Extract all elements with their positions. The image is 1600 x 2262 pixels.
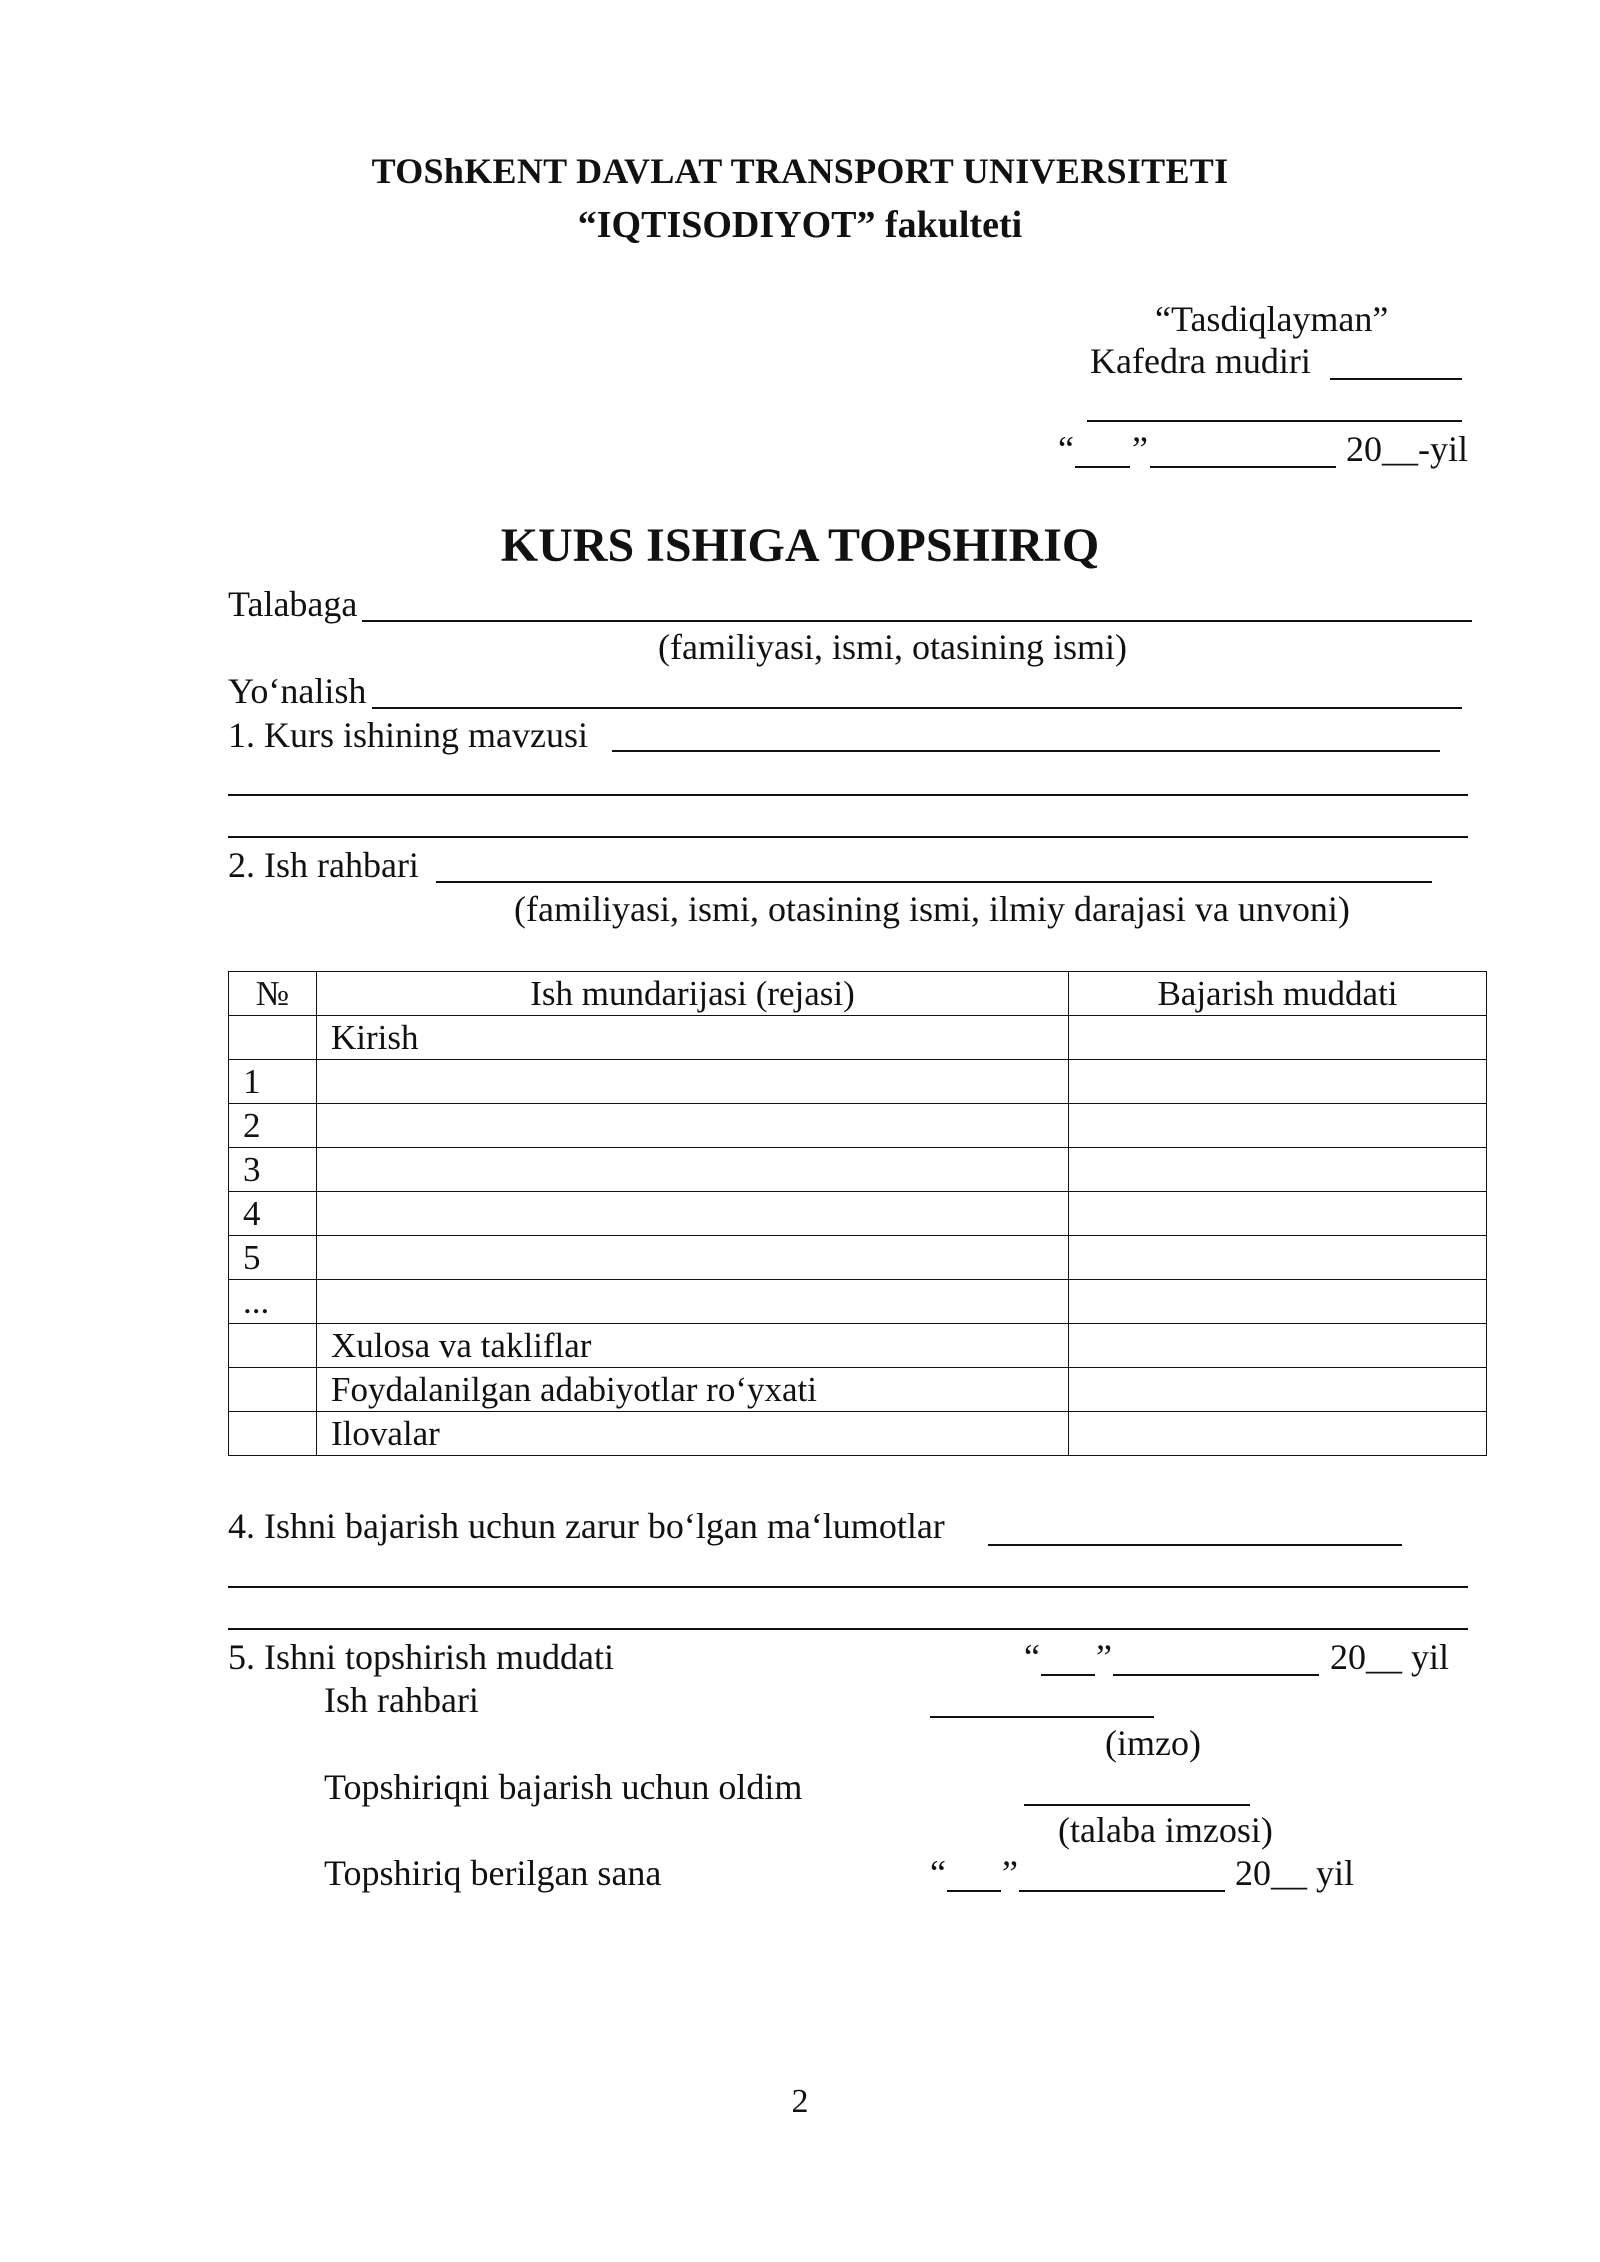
row-content[interactable]: [317, 1060, 1069, 1104]
approval-date-open-quote: “: [1058, 429, 1074, 469]
row-deadline[interactable]: [1069, 1192, 1487, 1236]
column-header-content: Ish mundarijasi (rejasi): [317, 972, 1069, 1016]
approval-year: 20__-yil: [1346, 429, 1468, 469]
direction-label: Yo‘nalish: [228, 671, 367, 711]
issued-month-line[interactable]: [1019, 1890, 1225, 1892]
row-content[interactable]: [317, 1236, 1069, 1280]
row-content: Ilovalar: [317, 1412, 1069, 1456]
student-label: Talabaga: [228, 584, 358, 624]
issued-year: 20__ yil: [1235, 1853, 1355, 1893]
row-deadline[interactable]: [1069, 1236, 1487, 1280]
page-number: 2: [791, 2083, 809, 2120]
topic-line-1[interactable]: [612, 750, 1440, 752]
direction-line[interactable]: [372, 707, 1462, 709]
signature-hint: (imzo): [1105, 1723, 1201, 1763]
table-row: [229, 1016, 1487, 1060]
submission-day-line[interactable]: [1041, 1674, 1095, 1676]
table-row: [229, 1104, 1487, 1148]
row-deadline[interactable]: [1069, 1148, 1487, 1192]
row-content[interactable]: [317, 1148, 1069, 1192]
approval-day-line: [1075, 466, 1130, 468]
column-header-deadline: Bajarish muddati: [1069, 972, 1487, 1016]
supervisor-signature-label: Ish rahbari: [324, 1680, 479, 1720]
document-title: KURS ISHIGA TOPSHIRIQ: [500, 519, 1100, 572]
student-signature-hint: (talaba imzosi): [1058, 1810, 1273, 1850]
faculty-name: “IQTISODIYOT” fakulteti: [577, 204, 1023, 246]
row-content[interactable]: [317, 1104, 1069, 1148]
approval-heading: “Tasdiqlayman”: [1155, 299, 1389, 339]
table-row: [229, 1324, 1487, 1368]
head-of-department-label: Kafedra mudiri: [1090, 341, 1311, 381]
accepted-label: Topshiriqni bajarish uchun oldim: [324, 1767, 803, 1807]
row-deadline[interactable]: [1069, 1412, 1487, 1456]
row-number: [229, 1368, 317, 1412]
required-data-line-3[interactable]: [228, 1628, 1468, 1630]
row-number: 2: [229, 1104, 317, 1148]
row-content: Kirish: [317, 1016, 1069, 1060]
row-number: [229, 1412, 317, 1456]
student-signature-line[interactable]: [1024, 1804, 1250, 1806]
submission-deadline-label: 5. Ishni topshirish muddati: [228, 1637, 614, 1677]
issued-date-close-quote: ”: [1002, 1853, 1018, 1893]
student-name-hint: (familiyasi, ismi, otasining ismi): [658, 627, 1127, 667]
issued-date-open-quote: “: [930, 1853, 946, 1893]
table-row: [229, 1236, 1487, 1280]
approval-month-line: [1150, 466, 1336, 468]
row-deadline[interactable]: [1069, 1280, 1487, 1324]
row-deadline[interactable]: [1069, 1368, 1487, 1412]
row-deadline[interactable]: [1069, 1324, 1487, 1368]
head-name-line: [1087, 420, 1462, 422]
column-header-number: №: [229, 972, 317, 1016]
required-data-label: 4. Ishni bajarish uchun zarur bo‘lgan ma‘lumotlar: [228, 1506, 945, 1546]
row-deadline[interactable]: [1069, 1016, 1487, 1060]
row-deadline[interactable]: [1069, 1104, 1487, 1148]
row-deadline[interactable]: [1069, 1060, 1487, 1104]
supervisor-label: 2. Ish rahbari: [228, 845, 419, 885]
supervisor-line[interactable]: [436, 881, 1432, 883]
topic-label: 1. Kurs ishining mavzusi: [228, 715, 588, 755]
table-row: [229, 1148, 1487, 1192]
submission-date-open-quote: “: [1024, 1637, 1040, 1677]
work-plan-table: [228, 971, 1487, 1456]
supervisor-hint: (familiyasi, ismi, otasining ismi, ilmiy darajasi va unvoni): [514, 889, 1350, 929]
table-row: [229, 1280, 1487, 1324]
table-header-row: [229, 972, 1487, 1016]
row-content: Xulosa va takliflar: [317, 1324, 1069, 1368]
row-number: 5: [229, 1236, 317, 1280]
row-number: 4: [229, 1192, 317, 1236]
issued-day-line[interactable]: [947, 1890, 1001, 1892]
table-row: [229, 1060, 1487, 1104]
required-data-line-1[interactable]: [988, 1544, 1402, 1546]
row-number: 3: [229, 1148, 317, 1192]
row-content[interactable]: [317, 1280, 1069, 1324]
submission-year: 20__ yil: [1330, 1637, 1450, 1677]
row-number: [229, 1324, 317, 1368]
row-number: [229, 1016, 317, 1060]
topic-line-3[interactable]: [228, 836, 1468, 838]
row-content: Foydalanilgan adabiyotlar ro‘yxati: [317, 1368, 1069, 1412]
approval-date-close-quote: ”: [1132, 429, 1148, 469]
topic-line-2[interactable]: [228, 794, 1468, 796]
row-content[interactable]: [317, 1192, 1069, 1236]
student-name-line[interactable]: [362, 620, 1472, 622]
university-name: TOShKENT DAVLAT TRANSPORT UNIVERSITETI: [371, 151, 1229, 191]
table-row: [229, 1368, 1487, 1412]
issued-date-label: Topshiriq berilgan sana: [324, 1853, 662, 1893]
submission-date-close-quote: ”: [1096, 1637, 1112, 1677]
required-data-line-2[interactable]: [228, 1586, 1468, 1588]
table-row: [229, 1412, 1487, 1456]
row-number: 1: [229, 1060, 317, 1104]
supervisor-signature-line[interactable]: [930, 1716, 1154, 1718]
table-row: [229, 1192, 1487, 1236]
row-number: ...: [229, 1280, 317, 1324]
submission-month-line[interactable]: [1113, 1674, 1319, 1676]
head-signature-line: [1330, 378, 1462, 380]
